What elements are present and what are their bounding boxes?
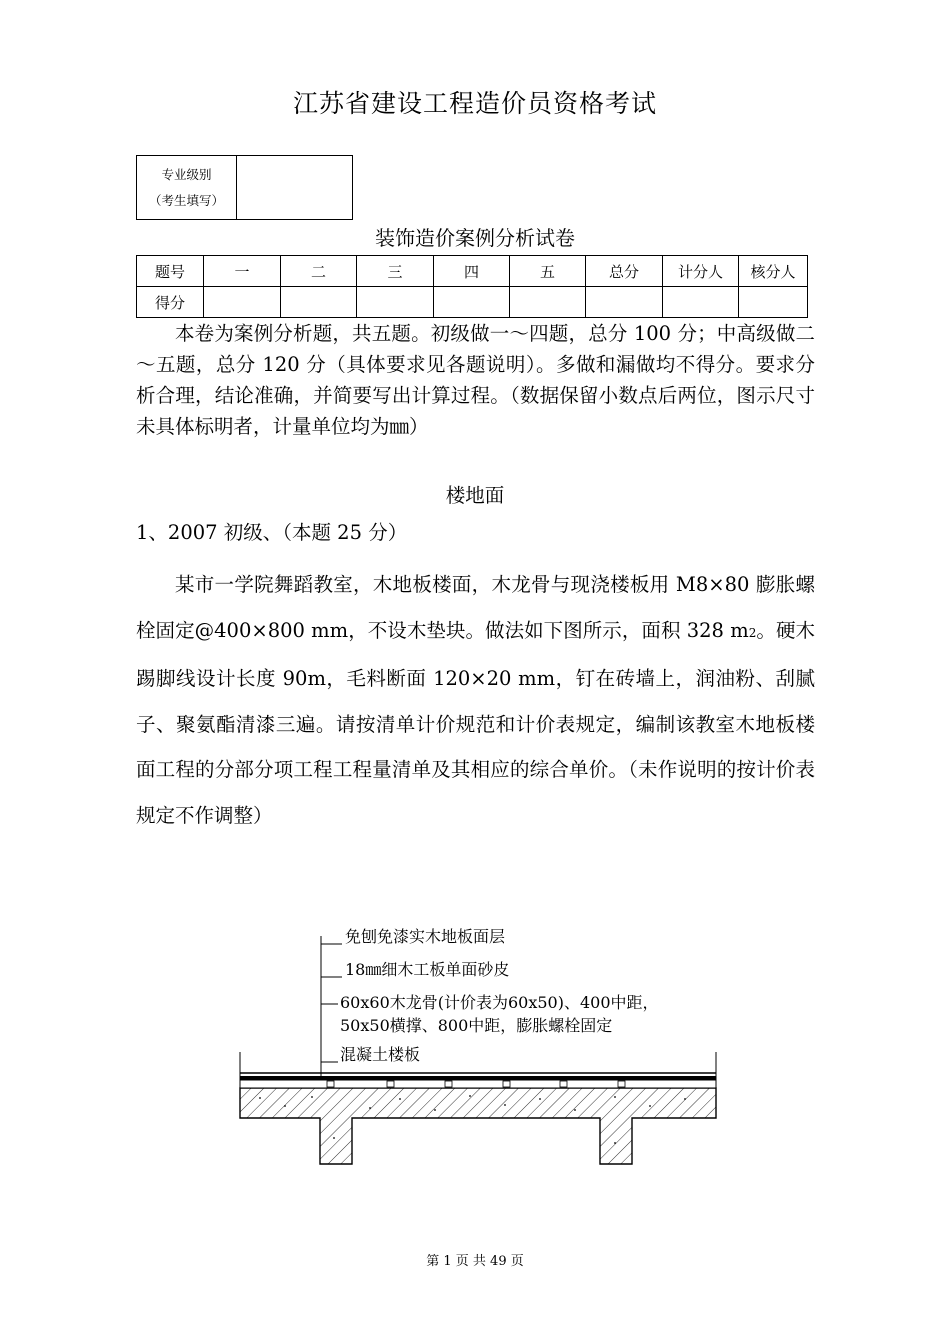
score-cell[interactable] (586, 287, 663, 318)
question-heading: 1、2007 初级、（本题 25 分） (136, 521, 408, 544)
score-header-cell: 核分人 (739, 256, 808, 287)
floor-section-diagram (230, 918, 730, 1178)
diagram-label-joist: 60x60木龙骨(计价表为60x50)、400中距， (340, 993, 659, 1012)
score-cell[interactable] (510, 287, 586, 318)
score-value-row (137, 287, 808, 318)
spec-level-label-line2: （考生填写） (148, 192, 224, 208)
score-header-cell: 三 (357, 256, 434, 287)
diagram-leader-lines (321, 936, 342, 1086)
score-header-cell: 二 (281, 256, 357, 287)
spec-level-label-line1: 专业级别 (161, 166, 212, 182)
score-header-cell: 题号 (137, 256, 204, 287)
score-header-cell: 四 (434, 256, 510, 287)
score-cell[interactable] (357, 287, 434, 318)
score-row-label: 得分 (137, 287, 204, 318)
score-header-cell: 五 (510, 256, 586, 287)
score-cell[interactable] (739, 287, 808, 318)
intro-paragraph: 本卷为案例分析题，共五题。初级做一～四题，总分 100 分；中高级做二～五题，总分 120 分（具体要求见各题说明）。多做和漏做均不得分。要求分析合理，结论准确，并简要写出计算过程。（数据保留小数点后两位，图示尺寸未具体标明者，计量单位均为㎜） (136, 322, 815, 438)
page-title: 江苏省建设工程造价员资格考试 (292, 89, 657, 118)
section-heading: 楼地面 (445, 484, 505, 507)
question-body (136, 562, 815, 838)
score-cell[interactable] (434, 287, 510, 318)
spec-level-box (136, 155, 353, 220)
score-header-cell: 总分 (586, 256, 663, 287)
area-unit-superscript: 2 (748, 625, 757, 640)
spec-level-label (137, 156, 237, 220)
score-header-cell: 一 (204, 256, 281, 287)
page-footer: 第 1 页 共 49 页 (426, 1254, 524, 1269)
spec-level-field[interactable] (237, 156, 353, 220)
diagram-label-surface: 免刨免漆实木地板面层 (345, 927, 506, 946)
score-table (136, 255, 808, 318)
score-cell[interactable] (663, 287, 739, 318)
exam-subtitle: 装饰造价案例分析试卷 (375, 226, 575, 250)
question-body-part2: 。硬木踢脚线设计长度 90m，毛料断面 120×20 mm，钉在砖墙上，润油粉、刮腻子、聚氨酯清漆三遍。请按清单计价规范和计价表规定，编制该教室木地板楼面工程的分部分项工程工程量清单及其相应的综合单价。（未作说明的按计价表规定不作调整） (136, 618, 815, 827)
concrete-slab-icon (240, 1088, 716, 1164)
wood-floor-layers-icon (240, 1073, 716, 1088)
diagram-label-brace: 50x50横撑、800中距，膨胀螺栓固定 (340, 1016, 613, 1035)
diagram-label-plywood: 18㎜细木工板单面砂皮 (345, 960, 510, 979)
diagram-label-slab: 混凝土楼板 (340, 1045, 421, 1064)
score-header-cell: 计分人 (663, 256, 739, 287)
score-header-row (137, 256, 808, 287)
score-cell[interactable] (281, 287, 357, 318)
score-cell[interactable] (204, 287, 281, 318)
question-body-part1: 某市一学院舞蹈教室，木地板楼面，木龙骨与现浇楼板用 M8×80 膨胀螺栓固定@400×800 mm，不设木垫块。做法如下图所示，面积 328 m (136, 573, 815, 642)
